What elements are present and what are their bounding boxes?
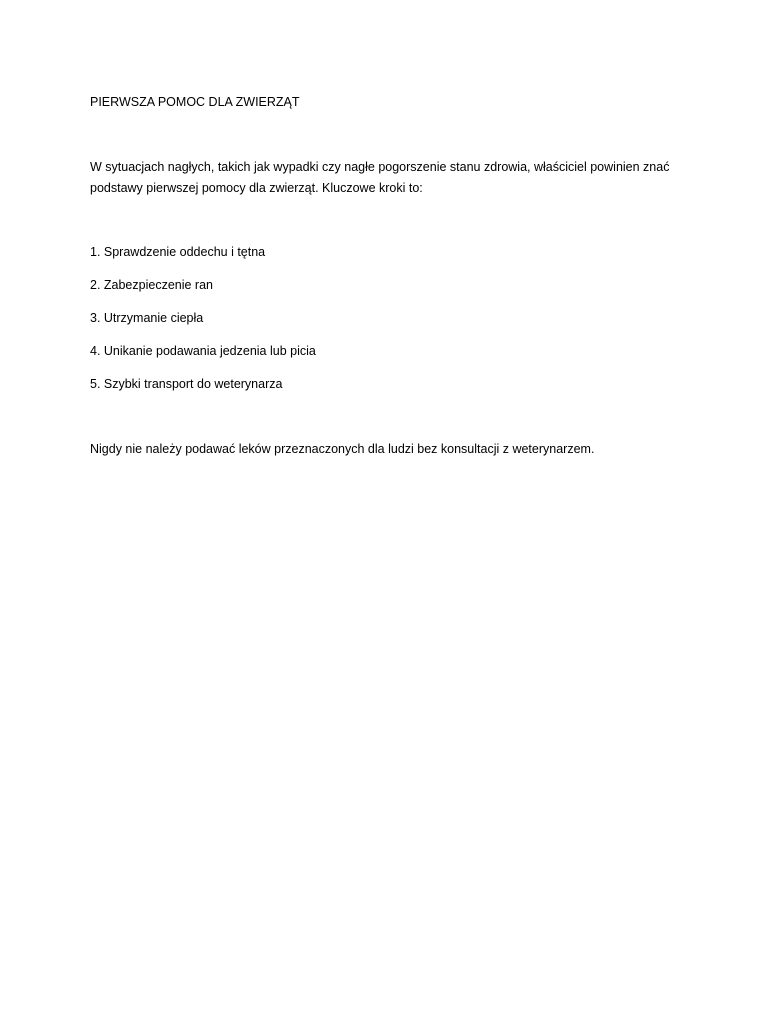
- intro-paragraph-line: podstawy pierwszej pomocy dla zwierząt. Kluczowe kroki to:: [90, 181, 423, 195]
- document-title: PIERWSZA POMOC DLA ZWIERZĄT: [90, 95, 300, 109]
- step-item: 1. Sprawdzenie oddechu i tętna: [90, 245, 266, 259]
- warning-paragraph: Nigdy nie należy podawać leków przeznaczonych dla ludzi bez konsultacji z weterynarzem.: [90, 442, 595, 456]
- step-item: 5. Szybki transport do weterynarza: [90, 377, 283, 391]
- intro-paragraph-line: W sytuacjach nagłych, takich jak wypadki czy nagłe pogorszenie stanu zdrowia, właściciel powinien znać: [90, 160, 670, 174]
- step-item: 4. Unikanie podawania jedzenia lub picia: [90, 344, 316, 358]
- step-item: 3. Utrzymanie ciepła: [90, 311, 204, 325]
- step-item: 2. Zabezpieczenie ran: [90, 278, 213, 292]
